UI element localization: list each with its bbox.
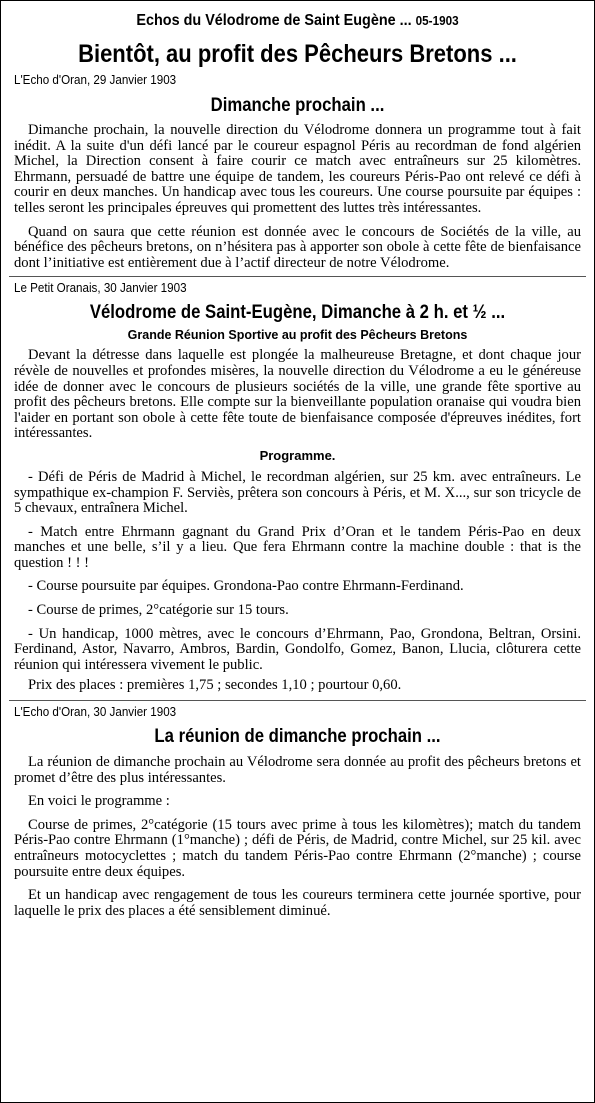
main-title: Bientôt, au profit des Pêcheurs Bretons ... (78, 40, 517, 68)
series-date: 05-1903 (415, 13, 459, 28)
programme-item: - Course de primes, 2°catégorie sur 15 tours. (28, 602, 289, 619)
article-title: Vélodrome de Saint-Eugène, Dimanche à 2 h. et ½ ... (89, 302, 506, 324)
article-source: L'Echo d'Oran, 30 Janvier 1903 (14, 705, 177, 720)
article-title: Dimanche prochain ... (210, 95, 385, 116)
article-subtitle: Grande Réunion Sportive au profit des Pêcheurs Bretons (127, 328, 468, 343)
article-paragraph: Dimanche prochain, la nouvelle direction du Vélodrome donnera un programme tout à fait inédit. A la suite d'un défi lancé par le coureur espagnol Péris au recordman de fond algérien Michel, la Direction consent à faire courir ce match avec entraîneurs sur 25 kilomètres. Ehrmann, persuadé de battre une équipe de tandem, les coureurs Péris-Pao ont relevé ce défi à courir en deux manches. Un handicap avec tous les coureurs. Une course poursuite par équipes : telles seront les principales épreuves qui promettent des luttes très intéressantes. (14, 122, 581, 216)
series-header (42, 1, 552, 32)
article-paragraph: En voici le programme : (28, 793, 170, 810)
programme-item: - Défi de Péris de Madrid à Michel, le recordman algérien, sur 25 km. avec entraîneurs. Le sympathique ex-champion F. Serviès, prêtera son concours à Péris, et M. X..., sur son tricycle de 5 chevaux, entraînera Michel. (14, 468, 581, 517)
article-source: Le Petit Oranais, 30 Janvier 1903 (14, 281, 187, 296)
article-paragraph: La réunion de dimanche prochain au Vélodrome sera donnée au profit des pêcheurs bretons et promet d’être des plus intéressantes. (14, 754, 581, 786)
section-divider (9, 700, 586, 701)
article-paragraph: Et un handicap avec rengagement de tous les coureurs terminera cette journée sportive, pour laquelle le prix des places a été sensiblement diminué. (14, 887, 581, 919)
article-3 (14, 704, 581, 919)
article-2 (14, 280, 581, 694)
section-divider (9, 276, 586, 277)
programme-heading: Programme. (259, 447, 336, 463)
article-paragraph: Course de primes, 2°catégorie (15 tours avec prime à tous les kilomètres); match du tandem Péris-Pao contre Ehrmann (1°manche) ; défi de Péris, de Madrid, contre Michel, sur 25 kil. avec entraîneurs motocyclettes ; match du tandem Péris-Pao contre Ehrmann (2°manche) ; course poursuite entre deux équipes. (14, 816, 581, 880)
programme-item: - Un handicap, 1000 mètres, avec le concours d’Ehrmann, Pao, Grondona, Beltran, Orsini. Ferdinand, Astor, Navarro, Ambros, Bardin, Gondolfo, Gomez, Banon, Llucia, clôturera cette réunion qui intéressera vivement le public. (14, 625, 581, 673)
article-title: La réunion de dimanche prochain ... (154, 726, 441, 748)
programme-item: - Course poursuite par équipes. Grondona-Pao contre Ehrmann-Ferdinand. (28, 578, 464, 595)
ticket-prices: Prix des places : premières 1,75 ; secondes 1,10 ; pourtour 0,60. (28, 677, 402, 694)
programme-item: - Match entre Ehrmann gagnant du Grand Prix d’Oran et le tandem Péris-Pao en deux manches et une belle, s’il y a lieu. Que fera Ehrmann contre la machine double : that is the question ! ! ! (14, 523, 581, 571)
series-title: Echos du Vélodrome de Saint Eugène ... (136, 12, 412, 29)
article-source: L'Echo d'Oran, 29 Janvier 1903 (14, 73, 177, 87)
article-1 (14, 72, 581, 271)
article-paragraph: Quand on saura que cette réunion est donnée avec le concours de Sociétés de la ville, au bénéfice des pêcheurs bretons, on n’hésitera pas à apporter son obole à cette fête de bienfaisance dont l’initiative est entièrement due à l’actif directeur de notre Vélodrome. (14, 223, 581, 271)
article-paragraph: Devant la détresse dans laquelle est plongée la malheureuse Bretagne, et dont chaque jour révèle de nouvelles et profondes misères, la nouvelle direction du Vélodrome a eu le généreuse idée de donner avec le concours de plusieurs sociétés de la ville, une grande fête sportive au profit des pêcheurs bretons. Elle compte sur la bienveillante population oranaise qui voudra bien l'aider en portant son obole à cette fête toute de bienfaisance composée d'épreuves inédites, fort intéressantes. (14, 347, 581, 442)
